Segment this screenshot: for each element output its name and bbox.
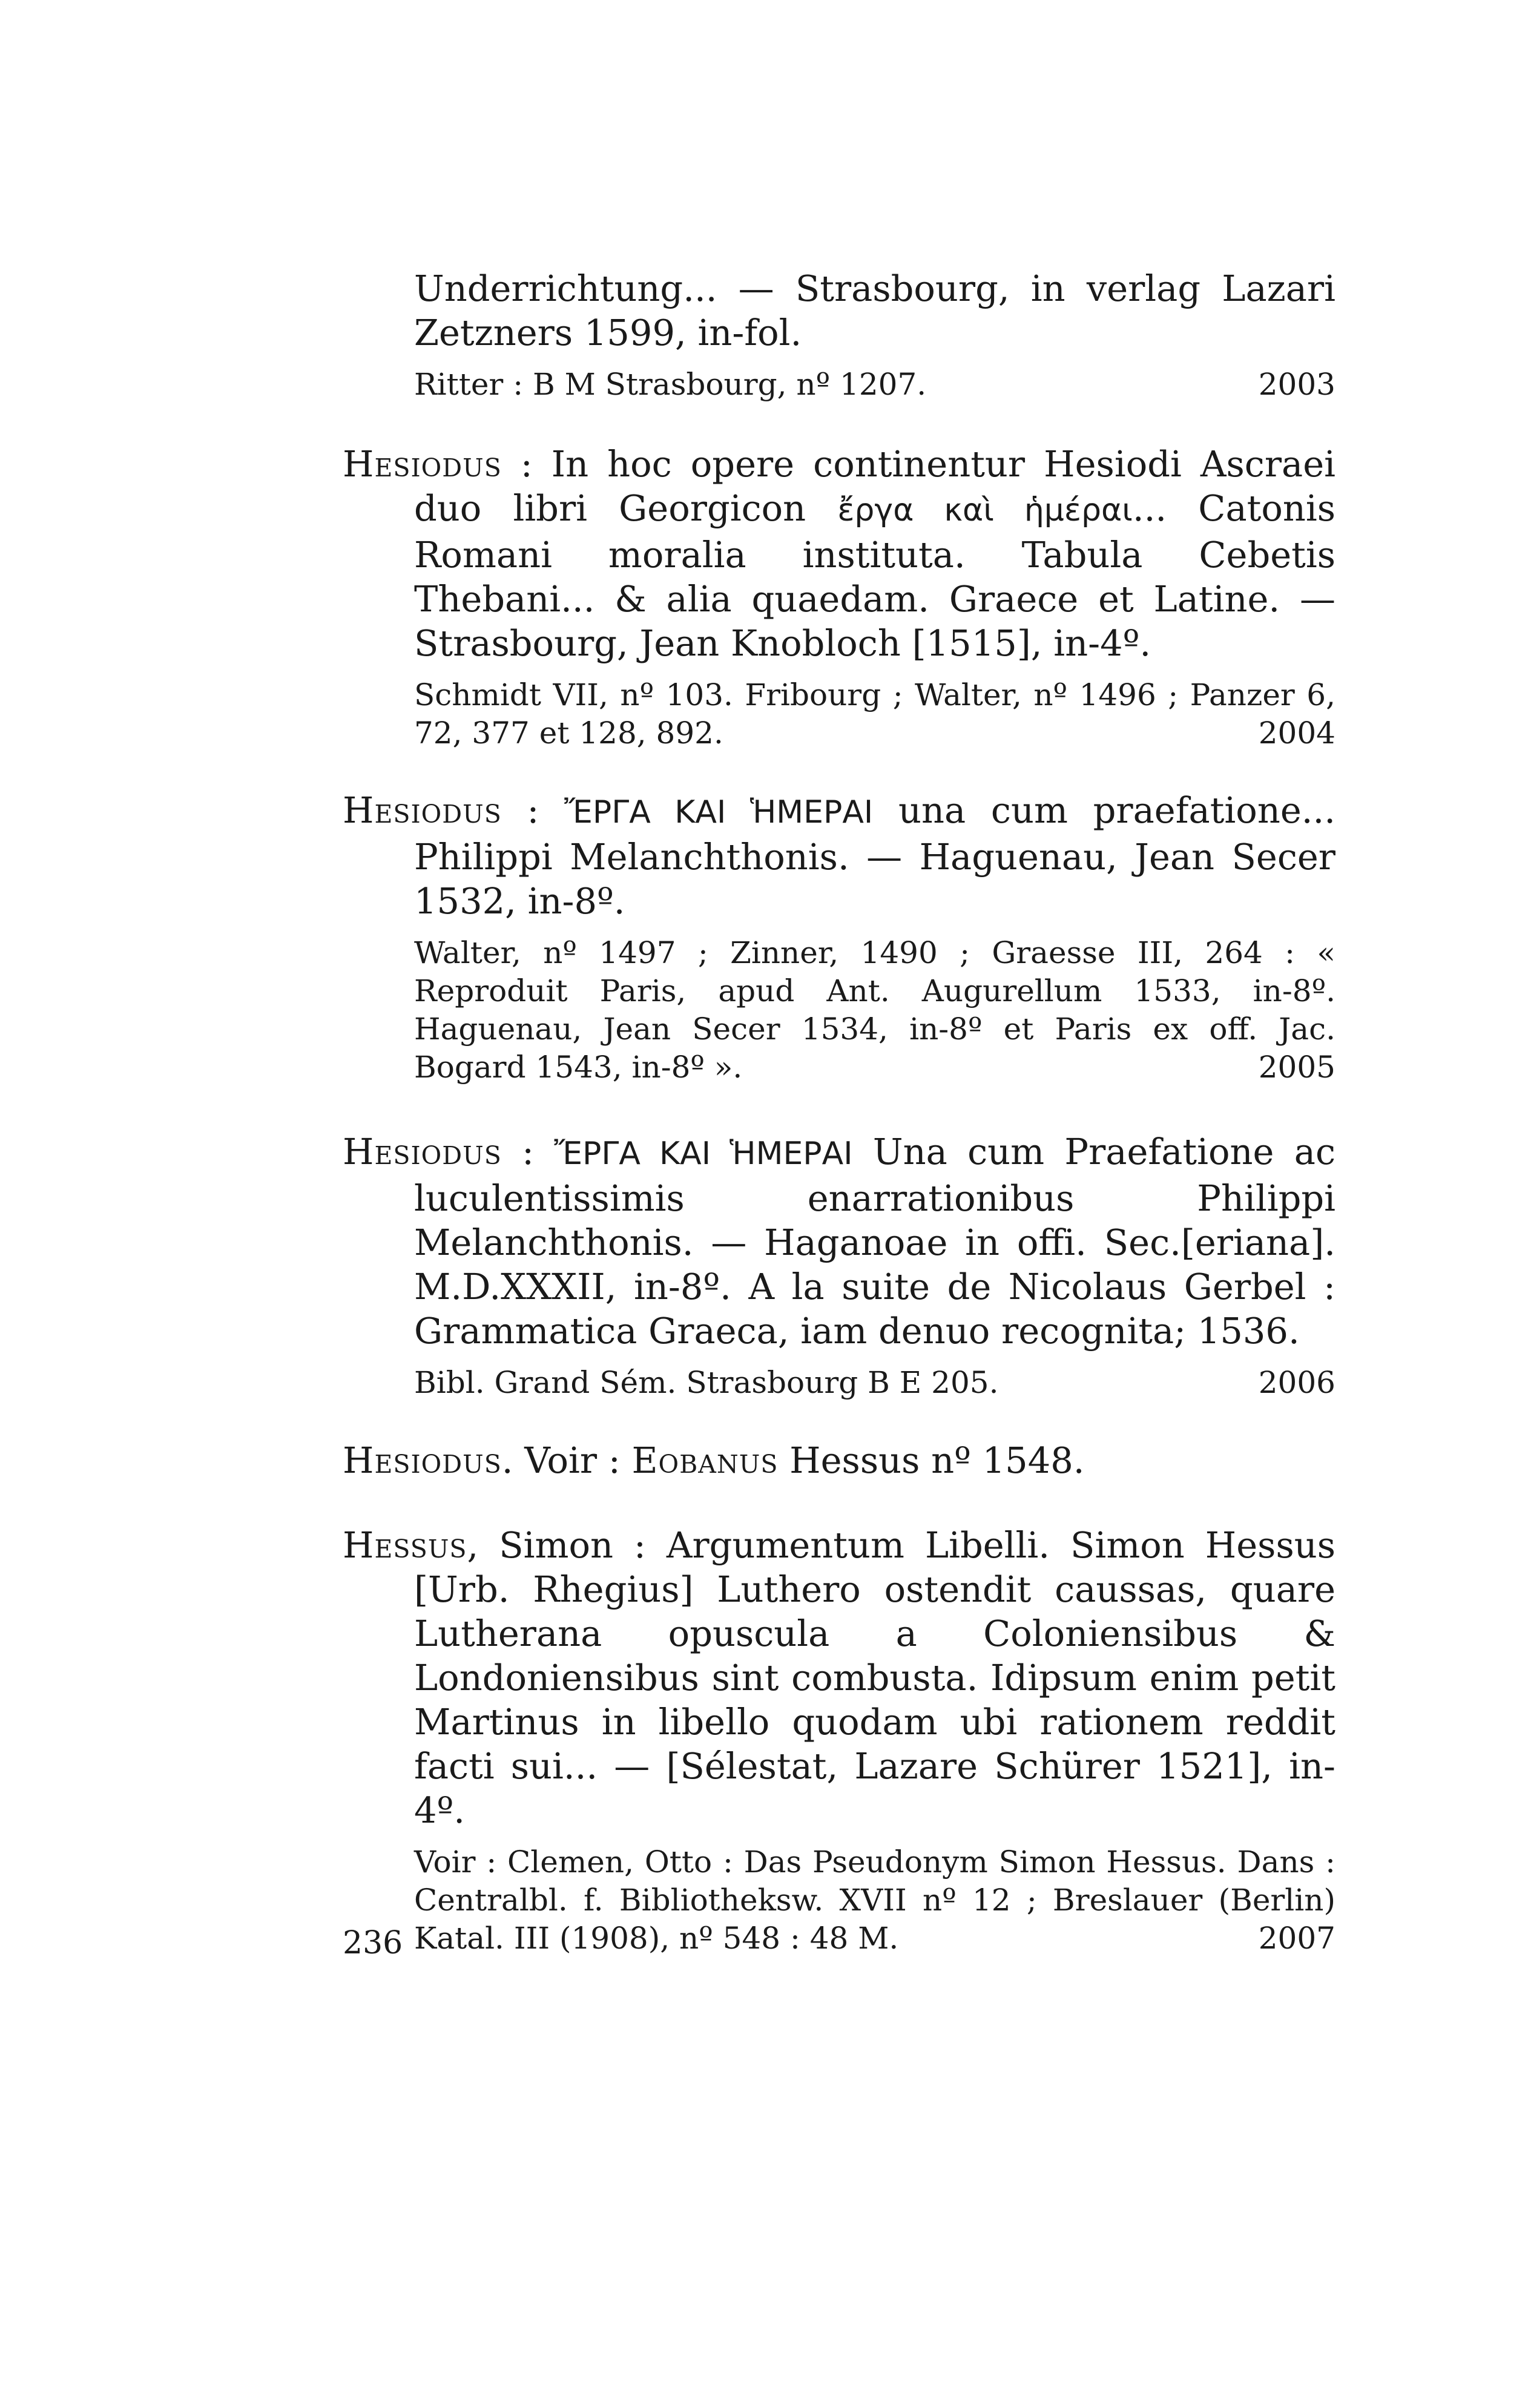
entry-2004-greek-title: ἔργα καὶ ἡμέραι — [837, 492, 1133, 528]
entry-voir-author: Hesiodus — [343, 1439, 502, 1481]
entry-number-2003: 2003 — [1258, 367, 1335, 402]
entry-2003-continuation: Underrichtung... — Strasbourg, in verlag Lazari Zetzners 1599, in-fol. — [414, 268, 1335, 354]
entry-2005-sep: : — [501, 789, 565, 831]
entry-number-2005: 2005 — [1258, 1050, 1335, 1085]
entry-voir-label: . Voir : — [501, 1439, 632, 1481]
entry-2004-author: Hesiodus — [343, 443, 502, 485]
entry-voir-text — [343, 1438, 1335, 1482]
entry-2004-text — [343, 442, 1335, 665]
entry-2005-greek-title: ἜΡΓΑ ΚΑΙ ἩΜΕΡΑΙ — [564, 794, 874, 831]
entry-2005-text — [343, 788, 1335, 923]
entry-2006-title: Una cum Praefatione ac luculentissimis enarrationibus Philippi Melanchthonis. — Haganoae in offi. Sec.[eriana]. M.D.XXXII, in-8º. A la suite de Nicolaus Gerbel : Grammatica Graeca, iam denuo recognita; 1536. — [414, 1131, 1335, 1352]
entry-2007-text — [343, 1523, 1335, 1832]
entry-2006 — [343, 1130, 1335, 1402]
entry-2006-greek-title: ἜΡΓΑ ΚΑΙ ἩΜΕΡΑΙ — [554, 1136, 853, 1172]
entry-voir-ref-author: Eobanus — [631, 1439, 779, 1481]
entry-2004-sep: : — [501, 443, 552, 485]
entry-2005-author: Hesiodus — [343, 789, 502, 831]
entry-2007 — [343, 1523, 1335, 1958]
entry-2004-title-a: In hoc opere continentur Hesiodi Ascraei duo libri Georgicon — [414, 443, 1336, 529]
page-number: 236 — [343, 1925, 403, 1961]
entry-2004 — [343, 442, 1335, 752]
entry-number-2006: 2006 — [1258, 1365, 1335, 1400]
entry-2004-note: Schmidt VII, nº 103. Fribourg ; Walter, nº 1496 ; Panzer 6, 72, 377 et 128, 892. — [414, 677, 1335, 751]
entry-2007-note: Voir : Clemen, Otto : Das Pseudonym Simon Hessus. Dans : Centralbl. f. Bibliotheksw. XVII nº 12 ; Breslauer (Berlin) Katal. III (1908), nº 548 : 48 M. — [414, 1844, 1335, 1956]
entry-number-2007: 2007 — [1258, 1921, 1335, 1956]
entry-2003-note: Ritter : B M Strasbourg, nº 1207. — [414, 367, 927, 402]
entry-2005-note: Walter, nº 1497 ; Zinner, 1490 ; Graesse III, 264 : « Reproduit Paris, apud Ant. Augurellum 1533, in-8º. Haguenau, Jean Secer 1534, in-8º et Paris ex off. Jac. Bogard 1543, in-8º ». — [414, 935, 1335, 1085]
entry-2007-author: Hessus — [343, 1524, 467, 1566]
entry-2003-text — [343, 266, 1335, 355]
entry-2004-title-b: ... Catonis Romani moralia instituta. Tabula Cebetis Thebani... & alia quaedam. Graece et Latine. — Strasbourg, Jean Knobloch [1515], in-4º. — [414, 487, 1336, 664]
entry-2005-note-block — [343, 934, 1335, 1087]
entry-number-2004: 2004 — [1258, 715, 1335, 751]
entry-2006-sep: : — [501, 1131, 555, 1173]
entry-2006-note-row — [343, 1364, 1335, 1402]
entry-2006-text — [343, 1130, 1335, 1353]
entry-hesiodus-voir — [343, 1438, 1335, 1482]
entry-2004-note-block — [343, 676, 1335, 752]
entry-voir-ref-text: Hessus nº 1548. — [778, 1439, 1085, 1481]
entry-2007-note-block — [343, 1843, 1335, 1958]
entry-2006-note: Bibl. Grand Sém. Strasbourg B E 205. — [414, 1365, 999, 1400]
entry-2005-title: una cum praefatione... Philippi Melanchthonis. — Haguenau, Jean Secer 1532, in-8º. — [414, 789, 1336, 922]
entry-2005 — [343, 788, 1335, 1087]
entry-2003-note-row — [343, 366, 1335, 404]
entry-2007-title: , Simon : Argumentum Libelli. Simon Hessus [Urb. Rhegius] Luthero ostendit caussas, quare Lutherana opuscula a Coloniensibus & Londoniensibus sint combusta. Idipsum enim petit Martinus in libello quodam ubi rationem reddit facti sui... — [Sélestat, Lazare Schürer 1521], in-4º. — [414, 1524, 1335, 1831]
entry-2003 — [343, 266, 1335, 404]
entry-2006-author: Hesiodus — [343, 1131, 502, 1173]
